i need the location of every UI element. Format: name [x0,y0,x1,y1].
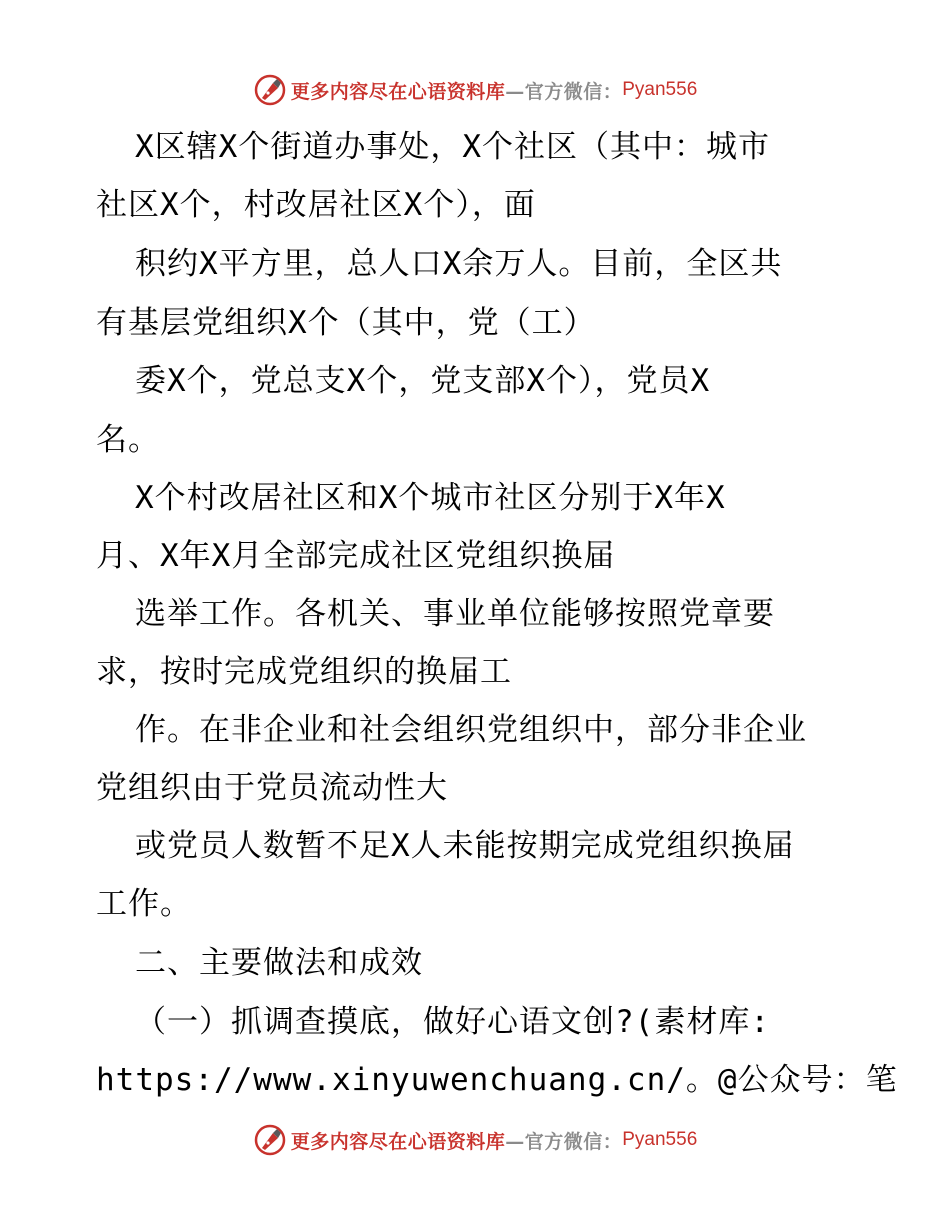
banner-slogan: 更多内容尽在心语资料库 [290,80,506,103]
body-line: （一）抓调查摸底，做好心语文创?(素材库: [135,1004,770,1040]
body-line: 积约X平方里，总人口X余万人。目前，全区共 [135,246,783,282]
body-line: 工作。 [96,886,192,922]
body-line: X个村改居社区和X个城市社区分别于X年X [135,480,726,516]
body-line: 月、X年X月全部完成社区党组织换届 [96,538,616,574]
body-line-url: https://www.xinyuwenchuang.cn/。@公众号：笔 [96,1062,898,1098]
body-line: 社区X个，村改居社区X个），面 [96,187,536,223]
body-line: 求，按时完成党组织的换届工 [96,654,512,690]
pen-nib-icon [253,73,287,107]
body-line: 有基层党组织X个（其中，党（工） [96,305,596,341]
body-line: 名。 [96,422,160,458]
body-line: 作。在非企业和社会组织党组织中，部分非企业 [135,712,807,748]
footer-banner [0,1120,950,1160]
banner-wechat-id: Pyan556 [622,1129,698,1150]
body-line: 选举工作。各机关、事业单位能够按照党章要 [135,596,775,632]
banner-slogan: 更多内容尽在心语资料库 [290,1130,506,1153]
body-line: 委X个，党总支X个，党支部X个），党员X [135,363,711,399]
banner-wechat-label: —官方微信： [505,1130,623,1153]
pen-nib-icon [253,1123,287,1157]
body-line: 或党员人数暂不足X人未能按期完成党组织换届 [135,828,795,864]
banner-wechat-id: Pyan556 [622,79,698,100]
banner-wechat-label: —官方微信： [505,80,623,103]
body-line: 党组织由于党员流动性大 [96,770,448,806]
body-line: X区辖X个街道办事处，X个社区（其中：城市 [135,129,770,165]
section-heading: 二、主要做法和成效 [135,945,423,981]
header-banner [0,70,950,110]
